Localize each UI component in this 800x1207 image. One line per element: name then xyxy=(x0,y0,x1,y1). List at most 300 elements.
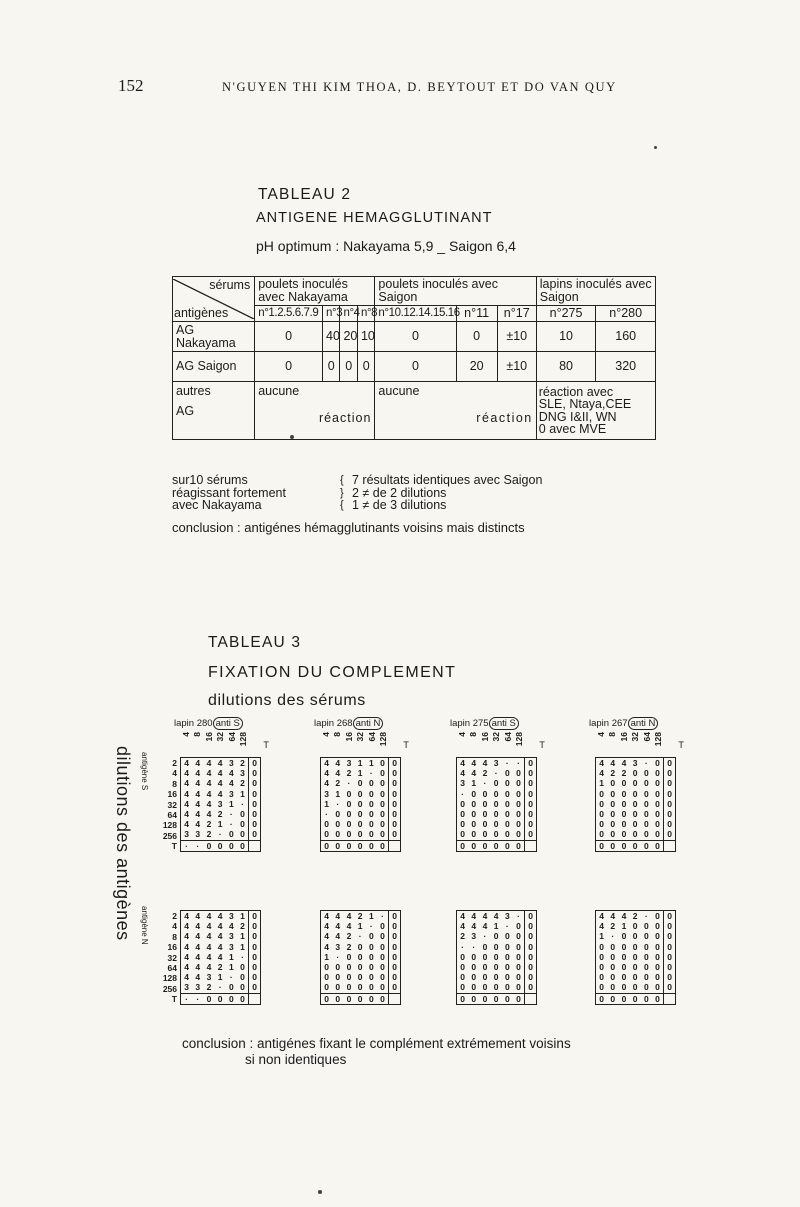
grid-cell: 0 xyxy=(655,962,660,973)
table-cell: 0 xyxy=(323,352,340,382)
grid-row xyxy=(321,819,401,829)
grid-cell: 4 xyxy=(335,758,341,769)
anti-label: anti N xyxy=(628,717,659,730)
grid-cell: 4 xyxy=(206,941,212,952)
grid-cell: 1 xyxy=(324,951,329,962)
column-header: 4 xyxy=(596,732,606,737)
sub-header: n°280 xyxy=(596,306,656,322)
grid-cell: 0 xyxy=(240,972,245,983)
grid-cell: 0 xyxy=(357,972,363,983)
grid-cell: 4 xyxy=(195,951,201,962)
grid-cell: 0 xyxy=(471,798,477,809)
grid-cell: 3 xyxy=(217,798,223,809)
grid-cell: 1 xyxy=(228,798,234,809)
grid-row xyxy=(181,931,261,941)
grid-cell: 0 xyxy=(621,798,627,809)
grid-row xyxy=(321,911,401,922)
row-header: 32 xyxy=(167,799,177,810)
column-header: 64 xyxy=(366,732,377,742)
grid-cell: 0 xyxy=(471,951,477,962)
grid-cell: 0 xyxy=(655,911,660,922)
table-cell: 80 xyxy=(536,352,596,382)
grid-cell: · xyxy=(461,941,465,952)
grid-cell: 4 xyxy=(324,931,329,942)
table-cell: 10 xyxy=(357,322,374,352)
grid-cell: 0 xyxy=(664,768,676,778)
row-header: 4 xyxy=(172,768,177,779)
grid-cell: · xyxy=(218,982,222,993)
grid-cell: 0 xyxy=(389,829,401,840)
grid-cell: 0 xyxy=(249,952,261,962)
grid-cell: 4 xyxy=(184,941,189,952)
grid-cell: · xyxy=(241,798,244,809)
grid-cell: 0 xyxy=(240,809,245,820)
grid-cell: · xyxy=(192,993,203,1004)
grid-cell: 0 xyxy=(525,911,537,922)
grid-cell: 0 xyxy=(664,799,676,809)
grid-cell: 0 xyxy=(516,921,521,932)
grid-cell: 0 xyxy=(460,829,465,840)
grid-cell: 2 xyxy=(217,809,223,820)
grid-cell: 4 xyxy=(217,911,223,922)
grid-cell: 0 xyxy=(525,962,537,972)
grid-row xyxy=(457,931,537,941)
grid-row xyxy=(321,952,401,962)
grid-cell: 0 xyxy=(321,993,333,1004)
grid-cell: 3 xyxy=(471,931,477,942)
grid-cell: 0 xyxy=(228,982,234,993)
grid-cell: 0 xyxy=(655,829,660,840)
grid-cell: 0 xyxy=(513,993,525,1004)
grid-cell: 4 xyxy=(195,809,201,820)
grid-cell: 2 xyxy=(346,931,352,942)
grid-cell: 4 xyxy=(324,921,329,932)
grid-cell: 0 xyxy=(355,993,366,1004)
grid-row xyxy=(457,840,537,851)
grid-cell: 4 xyxy=(184,788,189,799)
tableau-3-subtitle: FIXATION DU COMPLEMENT xyxy=(208,664,457,681)
grid-cell: · xyxy=(494,768,498,779)
grid-cell: 4 xyxy=(217,941,223,952)
grid-row xyxy=(181,778,261,788)
grid-cell: 4 xyxy=(195,911,201,922)
grid-cell: 0 xyxy=(346,798,352,809)
sub-header: n°17 xyxy=(497,306,536,322)
grid-cell: 0 xyxy=(377,840,389,851)
grid-cell: 0 xyxy=(380,819,385,830)
grid-cell: 4 xyxy=(184,819,189,830)
tableau-3-conclusion-continued: si non identiques xyxy=(245,1052,347,1067)
grid-cell: 1 xyxy=(217,819,223,830)
grid-cell: 0 xyxy=(643,788,649,799)
grid-cell: 3 xyxy=(228,911,234,922)
grid-cell: 4 xyxy=(195,788,201,799)
hemagglutination-table xyxy=(172,276,656,440)
grid-cell: 4 xyxy=(493,911,499,922)
grid-cell: 0 xyxy=(249,799,261,809)
grid-row xyxy=(181,982,261,993)
table-cell: 0 xyxy=(375,322,456,352)
anti-label: anti S xyxy=(489,717,519,730)
grid-cell: 0 xyxy=(610,982,616,993)
grid-cell: 0 xyxy=(599,941,604,952)
grid-cell: 0 xyxy=(632,921,638,932)
grid-cell: 0 xyxy=(493,829,499,840)
grid-cell: 4 xyxy=(621,758,627,769)
grid-cell: 0 xyxy=(380,758,385,769)
grid-cell: 0 xyxy=(525,809,537,819)
grid-cell: 0 xyxy=(324,829,329,840)
grid-cell: 4 xyxy=(599,921,604,932)
grid-cell: 0 xyxy=(664,778,676,788)
grid-cell: 4 xyxy=(335,768,341,779)
grid-cell: 0 xyxy=(525,972,537,982)
grid-cell: 4 xyxy=(217,768,223,779)
grid-cell: 0 xyxy=(504,798,510,809)
grid-cell: 0 xyxy=(380,788,385,799)
row-header: 128 xyxy=(162,973,177,984)
grid-cell: 0 xyxy=(389,962,401,972)
grid-cell: 0 xyxy=(368,982,374,993)
row-header: 16 xyxy=(167,942,177,953)
page-number: 152 xyxy=(118,76,144,95)
grid-cell: 3 xyxy=(335,941,341,952)
grid-cell: 2 xyxy=(206,829,212,840)
grid-cell: 4 xyxy=(335,921,341,932)
grid-cell: 0 xyxy=(664,931,676,941)
grid-row xyxy=(321,993,401,1004)
grid-cell: 0 xyxy=(599,829,604,840)
grid-cell: 0 xyxy=(664,952,676,962)
grid-cell xyxy=(525,993,537,1004)
grid-row xyxy=(596,778,676,788)
grid-cell: 0 xyxy=(389,799,401,809)
grid-cell: 0 xyxy=(332,840,343,851)
grid-cell: 0 xyxy=(516,972,521,983)
grid-cell: · xyxy=(336,798,340,809)
grid-cell: 1 xyxy=(493,921,499,932)
grid-cell: 0 xyxy=(324,962,329,973)
grid-cell xyxy=(249,840,261,851)
grid-cell: 0 xyxy=(380,941,385,952)
row-header: 2 xyxy=(172,911,177,921)
grid-cell: 4 xyxy=(471,911,477,922)
grid-cell: 4 xyxy=(206,758,212,769)
grid-cell: 4 xyxy=(184,972,189,983)
grid-cell: 0 xyxy=(389,921,401,931)
grid-row xyxy=(321,768,401,778)
grid-cell: 3 xyxy=(228,758,234,769)
grid-cell: 0 xyxy=(632,962,638,973)
column-header: 128 xyxy=(653,732,663,747)
grid-row xyxy=(596,982,676,993)
grid-cell: 0 xyxy=(335,972,341,983)
grid-cell: 1 xyxy=(324,798,329,809)
grid-cell: 1 xyxy=(240,931,245,942)
grid-cell: 4 xyxy=(471,768,477,779)
grid-cell: 0 xyxy=(380,809,385,820)
grid-cell: 0 xyxy=(525,819,537,829)
grid-cell: 0 xyxy=(460,982,465,993)
grid-cell: 0 xyxy=(516,819,521,830)
grid-cell: 0 xyxy=(380,921,385,932)
grid-cell: 0 xyxy=(368,972,374,983)
grid-cell: 0 xyxy=(237,993,249,1004)
grid-row xyxy=(596,840,676,851)
table-cell: 10 xyxy=(536,322,596,352)
grid-cell: 4 xyxy=(195,768,201,779)
grid-cell: 0 xyxy=(355,840,366,851)
grid-cell: 1 xyxy=(240,941,245,952)
grid-cell: 4 xyxy=(471,758,477,769)
grid-cell: 0 xyxy=(643,951,649,962)
row-header: 128 xyxy=(162,820,177,831)
grid-cell: 0 xyxy=(643,768,649,779)
grid-cell: 0 xyxy=(655,921,660,932)
grid-cell: 2 xyxy=(460,931,465,942)
grid-cell: 0 xyxy=(460,972,465,983)
grid-cell: 0 xyxy=(632,809,638,820)
grid-cell: 0 xyxy=(618,993,629,1004)
grid-cell: 0 xyxy=(643,962,649,973)
grid-row xyxy=(457,799,537,809)
grid-cell: 0 xyxy=(599,972,604,983)
grid-row xyxy=(596,962,676,972)
grid-row xyxy=(457,921,537,931)
grid-cell: 0 xyxy=(632,951,638,962)
grid-cell: 0 xyxy=(664,911,676,922)
grid-cell: 0 xyxy=(389,809,401,819)
grid-cell: · xyxy=(505,921,509,932)
grid-cell: 0 xyxy=(664,982,676,993)
column-header: 128 xyxy=(238,732,248,747)
grid-cell: 0 xyxy=(599,982,604,993)
grid-cell: 2 xyxy=(482,768,488,779)
grid-row xyxy=(457,819,537,829)
grid-cell: 0 xyxy=(664,809,676,819)
grid-cell: 0 xyxy=(621,982,627,993)
row-header: 8 xyxy=(172,778,177,789)
antigen-s-label: antigène S xyxy=(140,752,149,791)
grid-row xyxy=(457,758,537,769)
grid-cell: 1 xyxy=(228,951,234,962)
grid-cell: 0 xyxy=(655,798,660,809)
reaction-line: SLE, Ntaya,CEE xyxy=(538,397,632,411)
grid-cell: 0 xyxy=(357,982,363,993)
grid-cell: 0 xyxy=(493,788,499,799)
grid-cell: 0 xyxy=(479,840,490,851)
grid-cell: 0 xyxy=(240,962,245,973)
grid-cell: 0 xyxy=(482,798,488,809)
grid-cell: 4 xyxy=(460,921,465,932)
grid-cell: 4 xyxy=(324,778,329,789)
grid-cell: 0 xyxy=(203,993,214,1004)
grid-cell: 4 xyxy=(228,768,234,779)
lapin-name: lapin 280 xyxy=(174,718,213,729)
grid-cell: 1 xyxy=(240,911,245,922)
notes-left-line: avec Nakayama xyxy=(172,498,262,512)
grid-cell: 0 xyxy=(621,788,627,799)
grid-cell: 0 xyxy=(249,829,261,840)
grid-cell: 0 xyxy=(632,941,638,952)
grid-cell xyxy=(249,993,261,1004)
grid-cell: 0 xyxy=(240,982,245,993)
grid-cell: 4 xyxy=(335,911,341,922)
grid-cell: 0 xyxy=(516,982,521,993)
grid-cell: 0 xyxy=(655,758,660,769)
grid-cell: 0 xyxy=(491,993,502,1004)
grid-cell: 4 xyxy=(184,931,189,942)
grid-cell: 0 xyxy=(621,972,627,983)
grid-cell: 0 xyxy=(607,993,618,1004)
grid-cell: 0 xyxy=(525,768,537,778)
grid-row xyxy=(457,993,537,1004)
grid-cell: 4 xyxy=(195,941,201,952)
grid-row xyxy=(181,993,261,1004)
grid-cell: 0 xyxy=(493,951,499,962)
grid-cell: 4 xyxy=(184,911,189,922)
grid-cell: 0 xyxy=(525,758,537,769)
grid-cell: 0 xyxy=(346,788,352,799)
grid-row xyxy=(457,911,537,922)
row-header: 16 xyxy=(167,789,177,800)
grid-cell: 0 xyxy=(343,993,354,1004)
grid-cell: 0 xyxy=(357,941,363,952)
grid-cell: 0 xyxy=(664,962,676,972)
grid-cell: 0 xyxy=(240,819,245,830)
grid-cell: 0 xyxy=(652,840,664,851)
grid-cell: 0 xyxy=(655,951,660,962)
grid-cell: 0 xyxy=(632,778,638,789)
grid-cell: 0 xyxy=(664,972,676,982)
row-label-ag-saigon: AG Saigon xyxy=(173,352,255,382)
grid-row xyxy=(596,921,676,931)
table-cell: 0 xyxy=(255,322,323,352)
grid-cell: · xyxy=(644,758,648,769)
no-reaction-text: aucune xyxy=(258,384,300,398)
grid-cell: 3 xyxy=(460,778,465,789)
grid-cell: 2 xyxy=(335,778,341,789)
grid-cell: 4 xyxy=(346,911,352,922)
grid-cell: · xyxy=(644,911,648,922)
grid-cell: · xyxy=(358,931,362,942)
grid-cell: 0 xyxy=(460,951,465,962)
notes-right-line: 7 résultats identiques avec Saigon xyxy=(352,473,543,487)
grid-cell: 0 xyxy=(335,962,341,973)
titration-grid xyxy=(180,757,261,852)
grid-cell: 0 xyxy=(621,931,627,942)
grid-cell: 0 xyxy=(643,798,649,809)
reaction-line: réaction avec xyxy=(538,384,614,399)
grid-cell: 0 xyxy=(493,931,499,942)
grid-cell: 3 xyxy=(240,768,245,779)
grid-row xyxy=(457,972,537,982)
grid-cell: 4 xyxy=(324,768,329,779)
grid-cell: 0 xyxy=(621,962,627,973)
grid-cell: 0 xyxy=(504,931,510,942)
grid-cell: 2 xyxy=(217,962,223,973)
grid-cell: 4 xyxy=(184,768,189,779)
tableau-2-ph-line: pH optimum : Nakayama 5,9 _ Saigon 6,4 xyxy=(256,238,516,254)
reaction-line: 0 avec MVE xyxy=(538,422,607,436)
grid-cell: 0 xyxy=(335,819,341,830)
grid-cell: 0 xyxy=(240,829,245,840)
grid-cell: 0 xyxy=(643,819,649,830)
grid-cell: 0 xyxy=(357,819,363,830)
grid-cell: 1 xyxy=(471,778,477,789)
grid-row xyxy=(457,982,537,993)
table-cell: 0 xyxy=(357,352,374,382)
grid-cell: 0 xyxy=(599,962,604,973)
grid-cell: 1 xyxy=(621,921,627,932)
table-cell: 0 xyxy=(340,352,357,382)
grid-cell: 0 xyxy=(664,758,676,769)
grid-cell: 0 xyxy=(482,962,488,973)
grid-row xyxy=(321,829,401,840)
row-label-other-ag xyxy=(173,382,255,440)
grid-cell: 4 xyxy=(206,798,212,809)
grid-cell xyxy=(389,840,401,851)
grid-cell: 0 xyxy=(346,829,352,840)
column-header: 4 xyxy=(321,732,331,737)
grid-cell: 0 xyxy=(471,982,477,993)
column-header: 64 xyxy=(226,732,237,742)
table-cell: ±10 xyxy=(497,322,536,352)
grid-cell: 4 xyxy=(184,809,189,820)
grid-cell: 4 xyxy=(335,931,341,942)
grid-cell: 0 xyxy=(389,778,401,788)
grid-cell: 0 xyxy=(380,931,385,942)
grid-cell: 0 xyxy=(664,829,676,840)
grid-cell: 0 xyxy=(632,931,638,942)
grid-cell: 0 xyxy=(643,778,649,789)
row-header: 256 xyxy=(162,830,177,841)
lapin-label xyxy=(314,718,383,729)
grid-row xyxy=(596,789,676,799)
grid-cell: 0 xyxy=(504,962,510,973)
titration-grid xyxy=(595,910,676,1005)
other-label-line: autres xyxy=(176,384,211,398)
grid-cell: 0 xyxy=(357,962,363,973)
grid-cell: 4 xyxy=(324,941,329,952)
column-header: 8 xyxy=(468,732,479,737)
grid-cell: 3 xyxy=(504,911,510,922)
grid-cell: 4 xyxy=(206,931,212,942)
row-header: 8 xyxy=(172,931,177,942)
grid-cell: 3 xyxy=(195,982,201,993)
grid-cell: 4 xyxy=(217,758,223,769)
grid-cell: 4 xyxy=(599,758,604,769)
grid-cell: · xyxy=(381,911,384,922)
grid-cell: · xyxy=(461,788,465,799)
row-header: 2 xyxy=(172,758,177,768)
notes-left-line: sur10 sérums xyxy=(172,473,248,487)
lapin-label xyxy=(450,718,519,729)
column-header: T xyxy=(403,740,409,750)
grid-cell: 0 xyxy=(335,829,341,840)
grid-cell: 4 xyxy=(217,951,223,962)
grid-row xyxy=(321,962,401,972)
grid-cell: 0 xyxy=(249,942,261,952)
grid-cell: 0 xyxy=(493,809,499,820)
grid-cell: 4 xyxy=(184,921,189,932)
grid-cell: 0 xyxy=(335,809,341,820)
grid-cell: · xyxy=(611,931,615,942)
grid-cell: 1 xyxy=(599,931,604,942)
sub-header: n°1.2.5.6.7.9 xyxy=(255,306,323,322)
grid-cell: 4 xyxy=(621,911,627,922)
grid-cell: 4 xyxy=(184,798,189,809)
